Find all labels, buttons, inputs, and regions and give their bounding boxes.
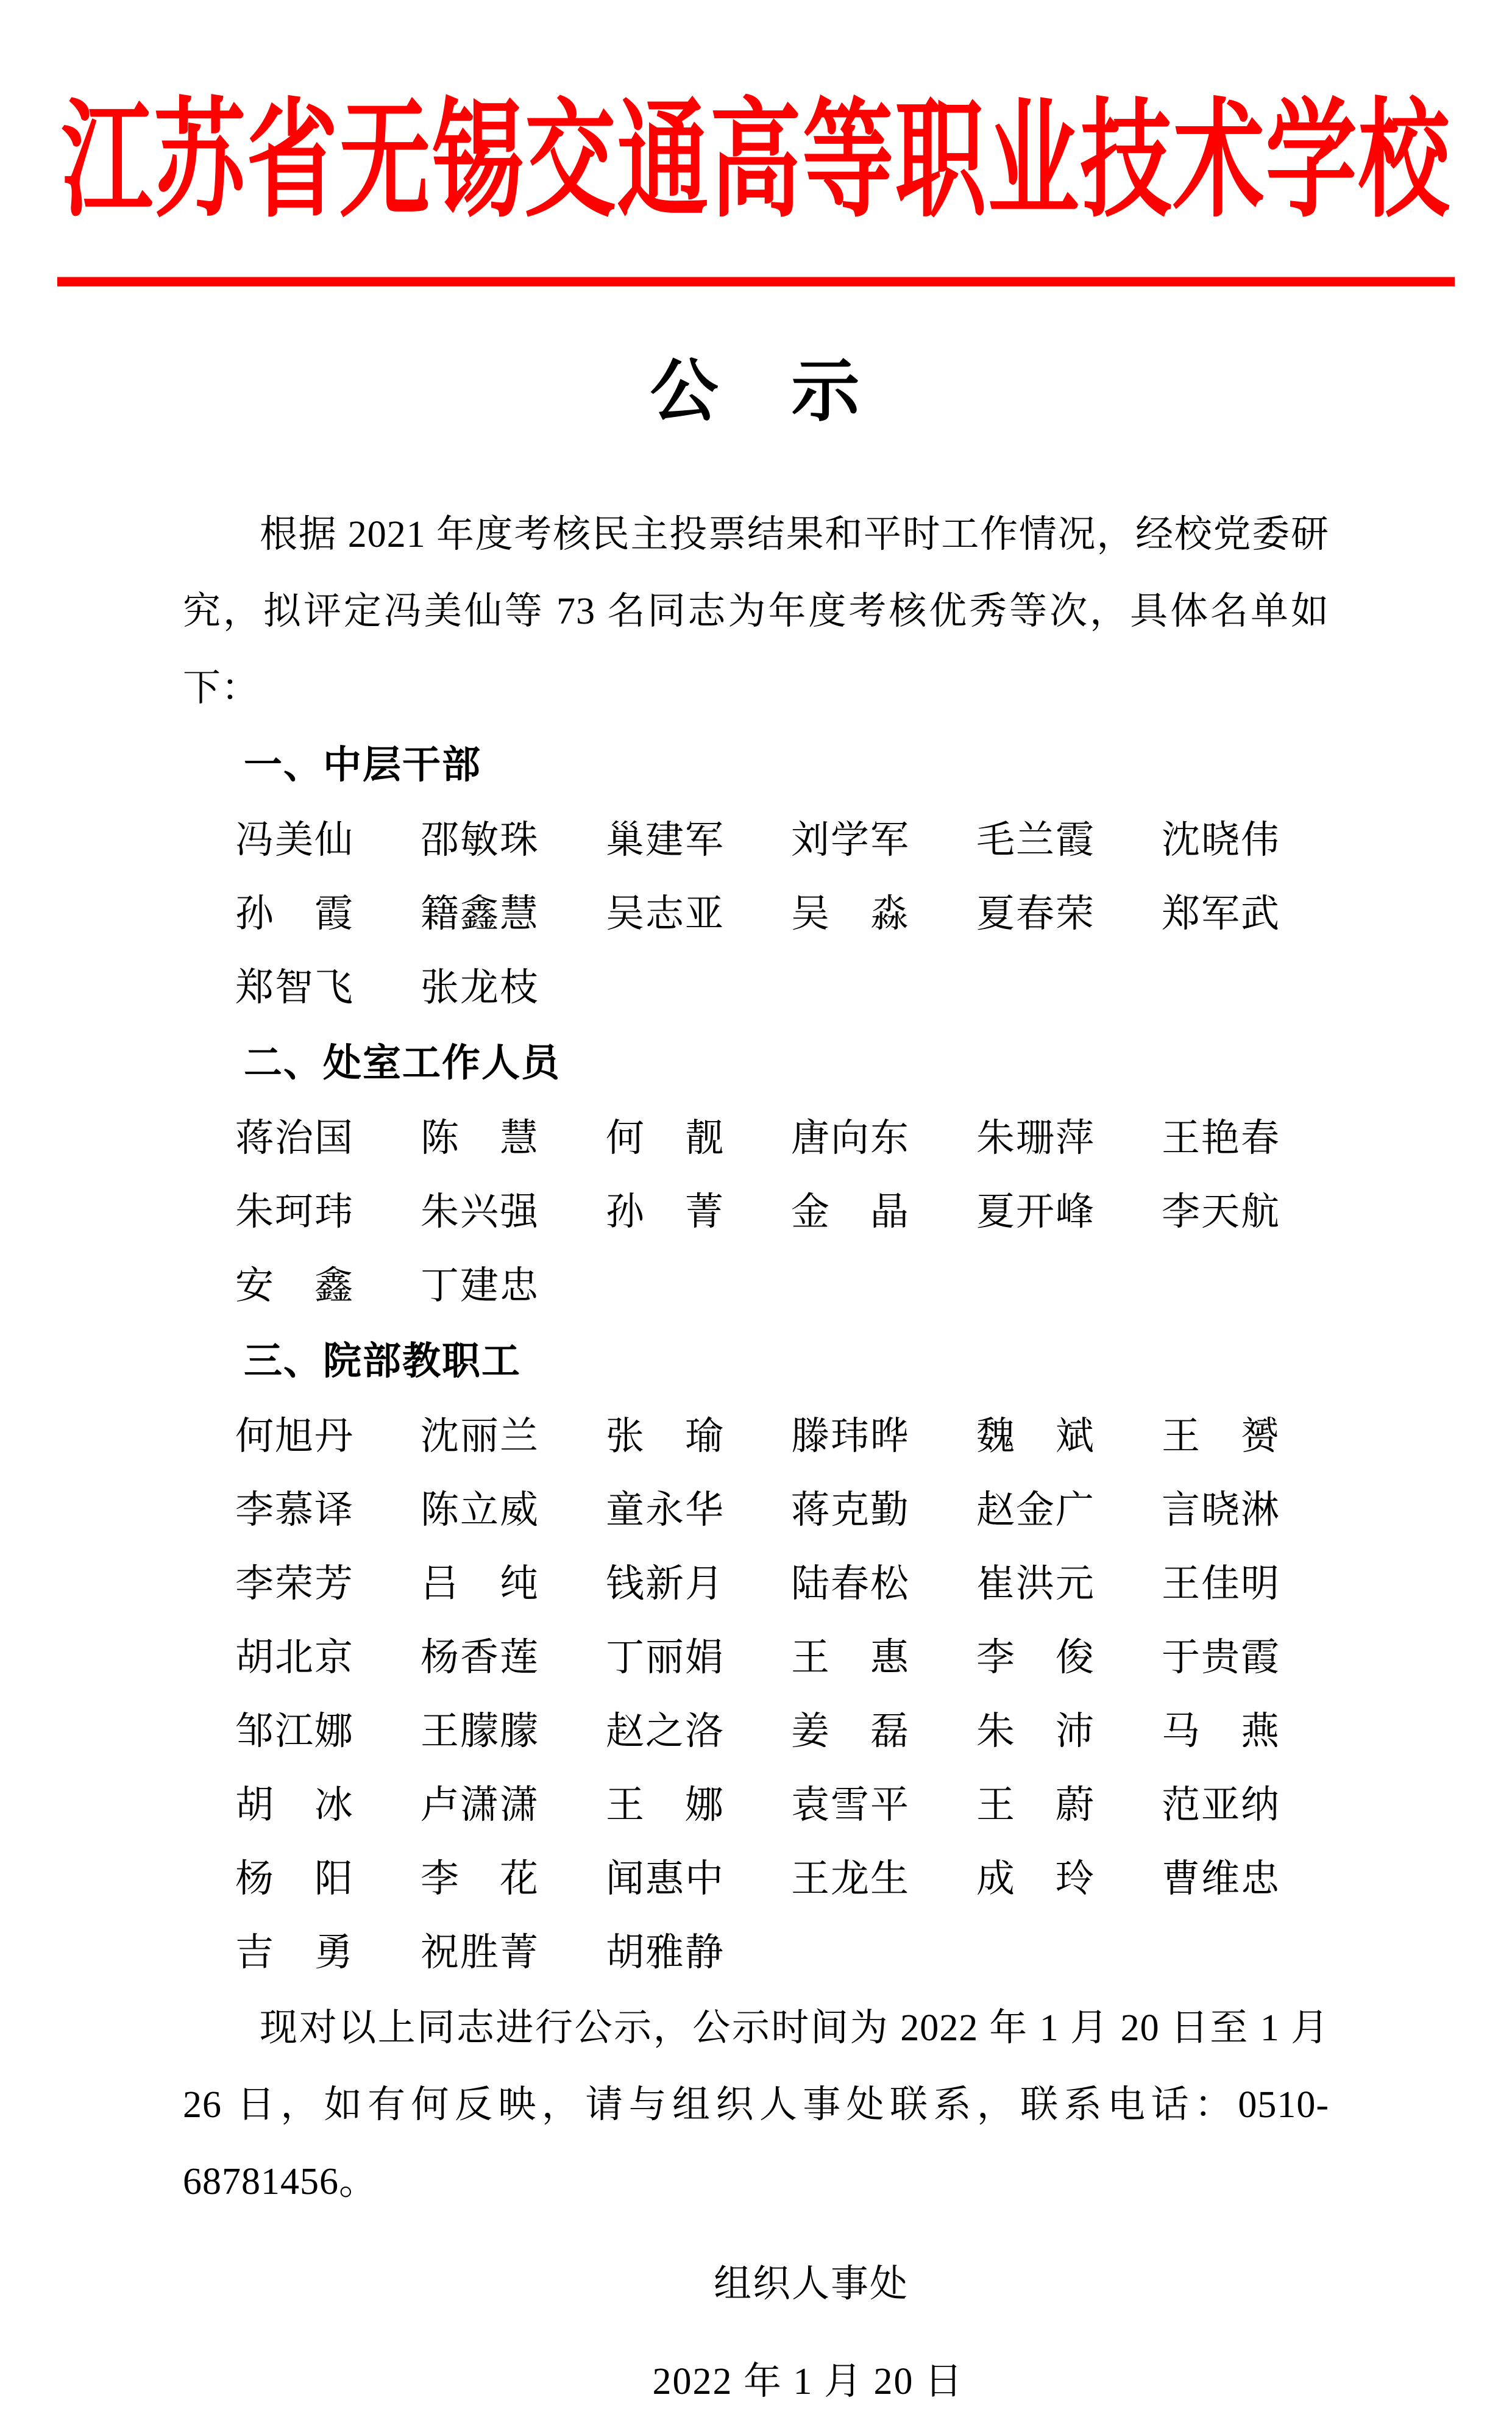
person-name: 李天航 [1162, 1191, 1280, 1233]
person-name: 王 蔚 [976, 1784, 1095, 1826]
person-name: 闻惠中 [606, 1857, 725, 1900]
person-name: 夏春荣 [976, 892, 1095, 935]
person-name: 王朦朦 [421, 1710, 539, 1753]
names-grid [183, 803, 1329, 1025]
person-name: 吕 纯 [421, 1562, 539, 1605]
person-name: 李荣芳 [235, 1562, 354, 1605]
closing-paragraph: 现对以上同志进行公示，公示时间为 2022 年 1 月 20 日至 1 月 26 日，如有何反映，请与组织人事处联系，联系电话：0510-68781456。 [183, 2007, 1329, 2202]
person-name: 何旭丹 [235, 1415, 354, 1458]
person-name: 吉 勇 [235, 1931, 354, 1974]
person-name: 李 俊 [976, 1636, 1095, 1679]
person-name: 何 靓 [606, 1117, 725, 1159]
person-name: 赵金广 [976, 1489, 1095, 1531]
person-name: 陈 慧 [421, 1117, 539, 1159]
person-name: 祝胜菁 [421, 1931, 539, 1974]
sections-container [183, 727, 1329, 1990]
section-heading: 三、院部教职工 [244, 1340, 521, 1383]
person-name: 范亚纳 [1162, 1784, 1280, 1826]
person-name: 杨香莲 [421, 1636, 539, 1679]
person-name: 朱珊萍 [976, 1117, 1095, 1159]
person-name: 安 鑫 [235, 1264, 354, 1307]
person-name: 魏 斌 [976, 1415, 1095, 1458]
person-name: 成 玲 [976, 1857, 1095, 1900]
person-name: 朱 沛 [976, 1710, 1095, 1753]
person-name: 胡北京 [235, 1636, 354, 1679]
person-name: 邹江娜 [235, 1710, 354, 1753]
person-name: 胡 冰 [235, 1784, 354, 1826]
person-name: 朱珂玮 [235, 1191, 354, 1233]
person-name: 吴志亚 [606, 892, 725, 935]
document-title: 公 示 [650, 354, 862, 430]
person-name: 籍鑫慧 [421, 892, 539, 935]
school-masthead [0, 0, 1512, 274]
person-name: 王龙生 [791, 1857, 910, 1900]
person-name: 张龙枝 [421, 966, 539, 1009]
names-grid [183, 1400, 1329, 1990]
person-name: 夏开峰 [976, 1191, 1095, 1233]
person-name: 张 瑜 [606, 1415, 725, 1458]
person-name: 马 燕 [1162, 1710, 1280, 1753]
person-name: 王 惠 [791, 1636, 910, 1679]
person-name: 滕玮晔 [791, 1415, 910, 1458]
person-name: 陆春松 [791, 1562, 910, 1605]
person-name: 冯美仙 [235, 819, 354, 861]
person-name: 刘学军 [791, 819, 910, 861]
person-name: 王艳春 [1162, 1117, 1280, 1159]
section-heading: 二、处室工作人员 [244, 1042, 561, 1084]
person-name: 郑智飞 [235, 966, 354, 1009]
person-name: 金 晶 [791, 1191, 910, 1233]
person-name: 赵之洛 [606, 1710, 725, 1753]
school-title-text: 江苏省无锡交通高等职业技术学校 [57, 55, 1454, 286]
person-name: 吴 淼 [791, 892, 910, 935]
person-name: 童永华 [606, 1489, 725, 1531]
person-name: 孙 霞 [235, 892, 354, 935]
person-name: 沈晓伟 [1162, 819, 1280, 861]
intro-paragraph: 根据 2021 年度考核民主投票结果和平时工作情况，经校党委研究，拟评定冯美仙等 73 名同志为年度考核优秀等次，具体名单如下： [183, 514, 1329, 709]
person-name: 王 赟 [1162, 1415, 1280, 1458]
person-name: 卢潇潇 [421, 1784, 539, 1826]
person-name: 巢建军 [606, 819, 725, 861]
person-name: 崔洪元 [976, 1562, 1095, 1605]
person-name: 袁雪平 [791, 1784, 910, 1826]
person-name: 姜 磊 [791, 1710, 910, 1753]
section-heading: 一、中层干部 [244, 744, 481, 786]
signature-department: 组织人事处 [713, 2263, 909, 2305]
person-name: 孙 菁 [606, 1191, 725, 1233]
person-name: 言晓淋 [1162, 1489, 1280, 1531]
person-name: 钱新月 [606, 1562, 725, 1605]
person-name: 陈立威 [421, 1489, 539, 1531]
document-body [0, 496, 1512, 2421]
person-name: 王 娜 [606, 1784, 725, 1826]
person-name: 曹维忠 [1162, 1857, 1280, 1900]
signature-date: 2022 年 1 月 20 日 [652, 2361, 964, 2402]
person-name: 杨 阳 [235, 1857, 354, 1900]
person-name: 邵敏珠 [421, 819, 539, 861]
person-name: 唐向东 [791, 1117, 910, 1159]
person-name: 蒋克勤 [791, 1489, 910, 1531]
person-name: 郑军武 [1162, 892, 1280, 935]
person-name: 李 花 [421, 1857, 539, 1900]
person-name: 丁建忠 [421, 1264, 539, 1307]
person-name: 丁丽娟 [606, 1636, 725, 1679]
person-name: 于贵霞 [1162, 1636, 1280, 1679]
person-name: 胡雅静 [606, 1931, 725, 1974]
person-name: 蒋治国 [235, 1117, 354, 1159]
person-name: 毛兰霞 [976, 819, 1095, 861]
person-name: 沈丽兰 [421, 1415, 539, 1458]
person-name: 王佳明 [1162, 1562, 1280, 1605]
person-name: 朱兴强 [421, 1191, 539, 1233]
person-name: 李慕译 [235, 1489, 354, 1531]
names-grid [183, 1102, 1329, 1323]
